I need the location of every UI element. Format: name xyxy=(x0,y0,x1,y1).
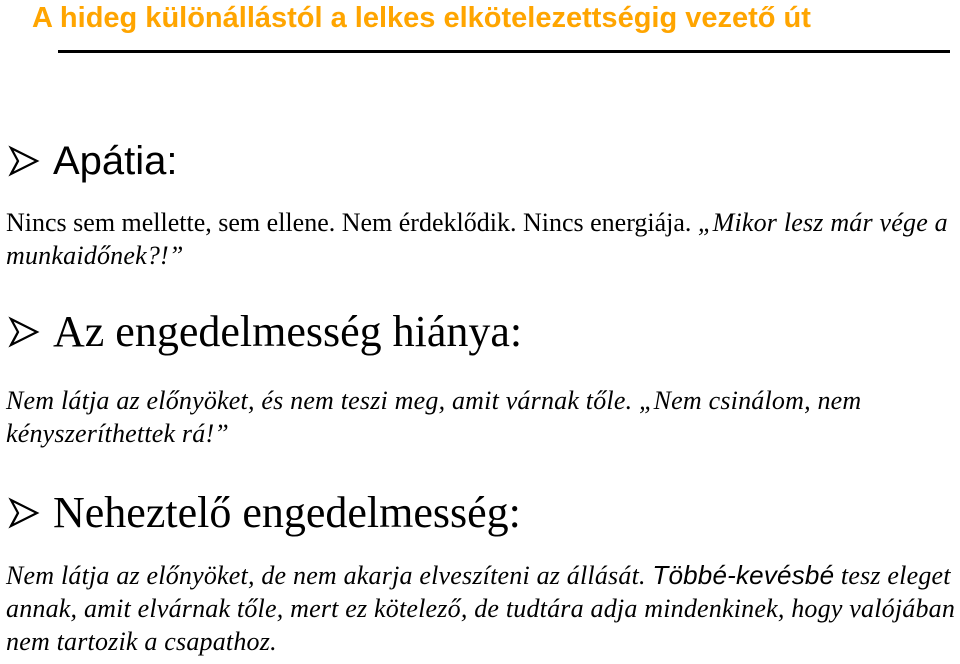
section-paragraph-apathy xyxy=(6,206,956,272)
section-heading-text: Neheztelő engedelmesség: xyxy=(53,488,521,537)
paragraph-text-emphasis: Többé-kevésbé xyxy=(652,560,835,590)
paragraph-text: Nem látja az előnyöket, de nem akarja elveszíteni az állását. xyxy=(6,561,653,590)
arrowhead-bullet-icon xyxy=(8,497,40,529)
title-divider xyxy=(58,50,950,53)
paragraph-text: tesz eleget annak, amit elvárnak tőle, mert ez kötelező, de tudtára adja mindenkinek, hogy valójában nem tartozik a csapathoz. xyxy=(6,561,956,656)
paragraph-text: Nincs sem mellette, sem ellene. Nem érdeklődik. Nincs energiája. xyxy=(6,208,698,237)
section-heading-resentful-compliance xyxy=(8,487,521,539)
section-heading-text: Az engedelmesség hiánya: xyxy=(53,307,523,356)
section-heading-disobedience xyxy=(8,306,522,358)
arrowhead-bullet-icon xyxy=(8,316,40,348)
section-paragraph-resentful-compliance xyxy=(6,559,956,658)
paragraph-text: Nem látja az előnyöket, és nem teszi meg, amit várnak tőle. „Nem csinálom, nem kényszeríthettek rá!” xyxy=(6,386,862,448)
quote-text: „Mikor lesz már vége a munkaidőnek?!” xyxy=(6,208,948,270)
section-heading-text: Apátia: xyxy=(53,139,178,183)
section-paragraph-disobedience xyxy=(6,384,956,450)
page-title: A hideg különállástól a lelkes elkötelezettségig vezető út xyxy=(32,2,811,34)
arrowhead-bullet-icon xyxy=(8,145,40,177)
section-heading-apathy xyxy=(8,137,178,185)
